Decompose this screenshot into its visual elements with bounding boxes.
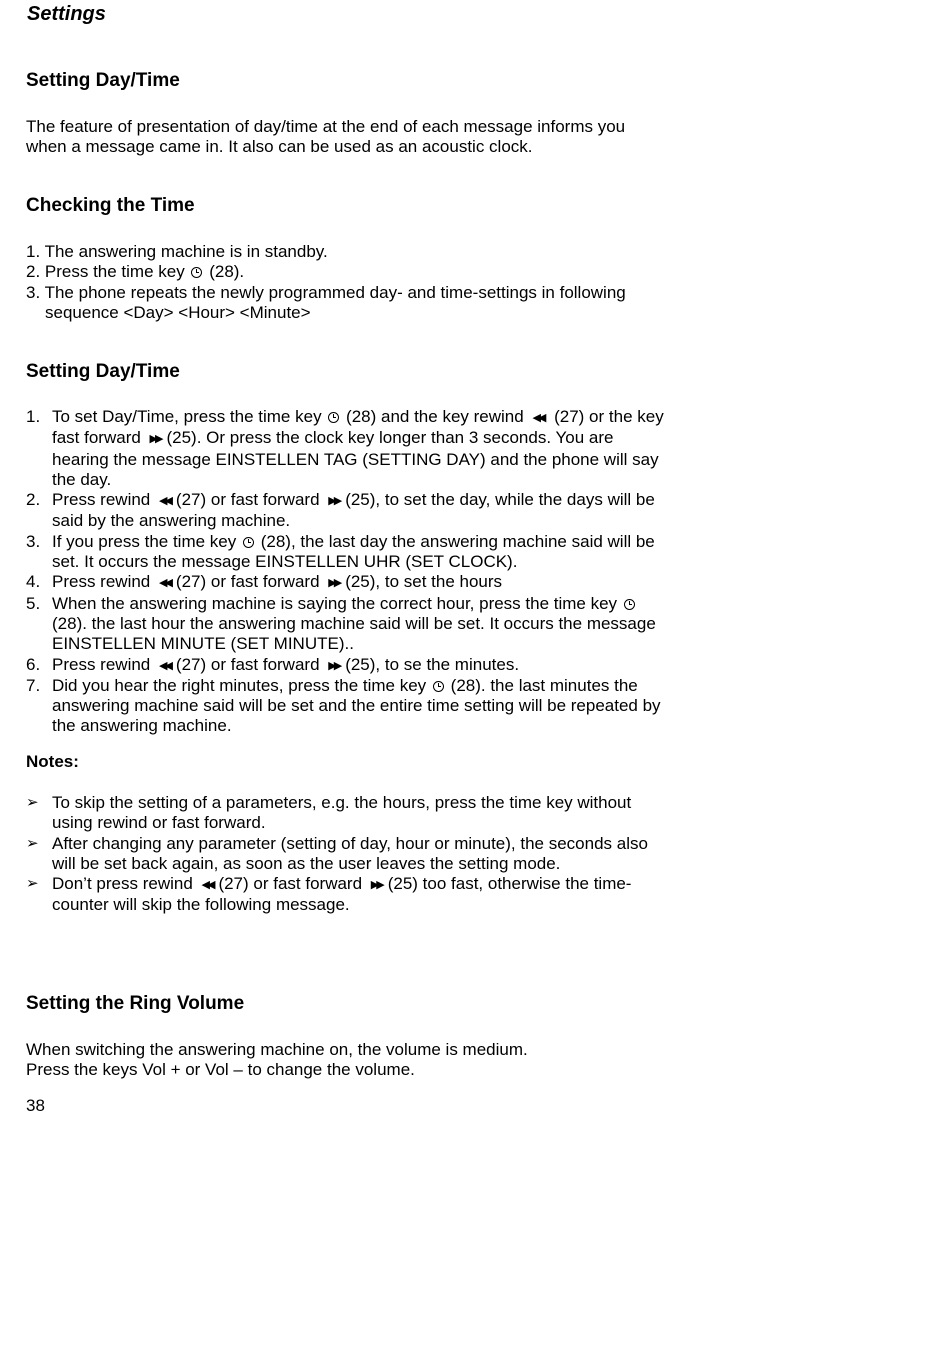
list-item: ➢ To skip the setting of a parameters, e.g. the hours, press the time key without using rewind or fast forward.: [26, 793, 632, 833]
list-item-continuation: sequence <Day> <Hour> <Minute>: [45, 302, 311, 322]
rewind-icon: ◀◀: [532, 412, 544, 424]
clock-icon: [624, 599, 635, 610]
text-line: Press the keys Vol + or Vol – to change the volume.: [26, 1060, 415, 1080]
list-item: 6. Press rewind ◀◀ (27) or fast forward ▶▶ (25), to se the minutes.: [26, 655, 726, 676]
fast-forward-icon: ▶▶: [149, 433, 161, 446]
rewind-icon: ◀◀: [159, 659, 170, 672]
list-item: ➢ Don’t press rewind ◀◀ (27) or fast forward ▶▶ (25) too fast, otherwise the time- counter will skip the following message.: [26, 874, 632, 915]
section-heading-checking-time: Checking the Time: [26, 195, 195, 216]
clock-icon: [243, 537, 254, 548]
list-item: 2. Press the time key (28).: [26, 262, 245, 282]
list-item: 5. When the answering machine is saying the correct hour, press the time key (28). the last hour the answering machine said will be set. It occurs the message EINSTELLEN MINUTE (SET MINUTE)..: [26, 593, 656, 654]
intro-paragraph: [26, 117, 716, 158]
rewind-icon: ◀◀: [201, 879, 213, 892]
page-header: Settings: [27, 3, 106, 25]
list-item: 3. The phone repeats the newly programmed day- and time-settings in following: [26, 282, 626, 302]
clock-icon: [328, 412, 339, 423]
ring-volume-paragraph: [26, 1040, 716, 1081]
fast-forward-icon: ▶▶: [328, 577, 340, 590]
list-item: ➢ After changing any parameter (setting of day, hour or minute), the seconds also will be set back again, as soon as the user leaves the setting mode.: [26, 833, 648, 873]
notes-heading: Notes:: [26, 752, 79, 771]
section-heading-setting-day-time: Setting Day/Time: [26, 70, 180, 91]
arrow-bullet-icon: ➢: [26, 875, 39, 893]
list-item: 7. Did you hear the right minutes, press the time key (28). the last minutes the answering machine said will be set and the entire time setting will be repeated by the answering machine.: [26, 675, 661, 736]
setting-steps-list: [26, 407, 726, 737]
arrow-bullet-icon: ➢: [26, 794, 39, 811]
fast-forward-icon: ▶▶: [328, 659, 340, 672]
rewind-icon: ◀◀: [159, 577, 170, 590]
fast-forward-icon: ▶▶: [370, 879, 382, 892]
clock-icon: [433, 681, 444, 692]
list-item: 3. If you press the time key (28), the last day the answering machine said will be set. It occurs the message EINSTELLEN UHR (SET CLOCK).: [26, 531, 655, 572]
list-item: 1. The answering machine is in standby.: [26, 242, 328, 261]
text-line: When switching the answering machine on, the volume is medium.: [26, 1040, 528, 1059]
arrow-bullet-icon: ➢: [26, 834, 39, 852]
list-item: 4. Press rewind ◀◀ (27) or fast forward ▶▶ (25), to set the hours: [26, 572, 726, 593]
checking-time-steps: [26, 242, 716, 323]
notes-list: [26, 793, 726, 916]
page-number: 38: [26, 1096, 45, 1115]
fast-forward-icon: ▶▶: [328, 495, 340, 508]
text-line: when a message came in. It also can be used as an acoustic clock.: [26, 137, 533, 157]
list-item: 2. Press rewind ◀◀ (27) or fast forward ▶▶ (25), to set the day, while the days will be said by the answering machine.: [26, 490, 655, 531]
clock-icon: [191, 267, 202, 278]
section-heading-setting-day-time-2: Setting Day/Time: [26, 361, 180, 382]
rewind-icon: ◀◀: [159, 495, 170, 508]
text-line: The feature of presentation of day/time at the end of each message informs you: [26, 117, 626, 136]
list-item: 1. To set Day/Time, press the time key (28) and the key rewind ◀◀ (27) or the key fast forward ▶▶ (25). Or press the clock key longer than 3 seconds. You are hearing the message EINSTELLEN TAG (SETTING DAY) and the phone will say the day.: [26, 407, 664, 489]
section-heading-ring-volume: Setting the Ring Volume: [26, 993, 245, 1014]
